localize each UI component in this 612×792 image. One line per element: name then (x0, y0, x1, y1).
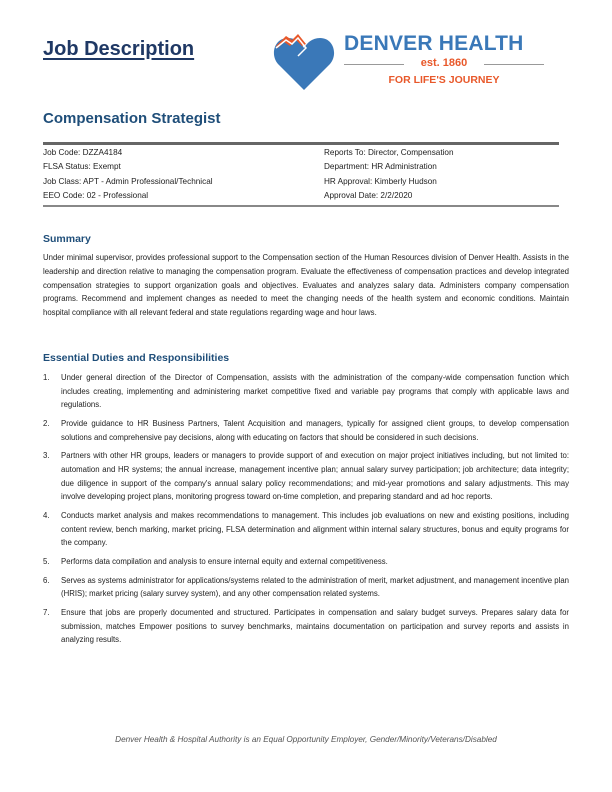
eeo-code: EEO Code: 02 - Professional (43, 190, 149, 200)
item-text: Provide guidance to HR Business Partners, Talent Acquisition and managers, typically for assigned client groups, to develop compensation solutions and comprehensive pay decisions, along with educating on factors that should be considered in such decisions. (61, 418, 569, 442)
item-text: Serves as systems administrator for applications/systems related to the administration of merit, market adjustment, and management incentive plan (HRIS); market pricing (salary survey system), and any other compensation related systems. (61, 575, 569, 599)
list-item (43, 606, 569, 647)
list-item (43, 509, 569, 550)
job-title: Compensation Strategist (43, 110, 221, 127)
flsa-status: FLSA Status: Exempt (43, 162, 121, 172)
job-class: Job Class: APT - Admin Professional/Technical (43, 176, 213, 186)
item-number: 3. (43, 451, 50, 461)
info-left (43, 146, 213, 203)
logo-tagline: FOR LIFE'S JOURNEY (388, 74, 500, 86)
list-item (43, 371, 569, 412)
info-right (324, 146, 454, 203)
item-text: Performs data compilation and analysis to ensure internal equity and external competitiveness. (61, 556, 388, 566)
list-item (43, 574, 569, 601)
list-item (43, 417, 569, 444)
document-title: Job Description (43, 38, 195, 60)
item-number: 6. (43, 575, 50, 585)
heart-mountain-icon (272, 30, 336, 92)
item-text: Partners with other HR groups, leaders or managers to provide support of and execution on major project initiatives including, but not limited to: automation and HR systems; the annual increase, management incentive plan; annual salary survey participation; job architecture; data integrity; due diligence in support of the company's annual salary policy recommendations; and mid-year promotions and salary adjustments. This may involve developing project plans, monitoring progress toward on-time completion, and preparing standard and ad hoc reports. (61, 451, 569, 502)
item-number: 4. (43, 510, 50, 520)
duties-heading: Essential Duties and Responsibilities (43, 352, 230, 364)
summary-text: Under minimal supervisor, provides professional support to the Compensation section of the Human Resources division of Denver Health. Assists in the leadership and direction relative to managing the compensation program. Evaluate the effectiveness of compensation practices and develop integrated compensation strategies to support organization goals and objectives. Evaluates and analyzes salary data. Administers company compensation programs. Recommend and implement changes as needed to meet the changing needs of the health system and economic conditions. Maintain hospital compliance with all relevant federal and state regulations regarding wage and hour laws. (43, 253, 569, 318)
item-text: Under general direction of the Director of Compensation, assists with the administration of the company-wide compensation function which includes creating, implementing and administering market competitive fixed and variable pay programs that comply with applicable laws and regulations. (61, 373, 569, 410)
footer-eeo-statement: Denver Health & Hospital Authority is an Equal Opportunity Employer, Gender/Minority/Veterans/Disabled (115, 735, 497, 744)
divider (43, 142, 559, 145)
denver-health-logo (272, 30, 562, 92)
logo-est: est. 1860 (344, 57, 544, 69)
item-number: 5. (43, 556, 50, 566)
divider (43, 205, 559, 207)
list-item (43, 449, 569, 503)
item-text: Conducts market analysis and makes recommendations to management. This includes job evaluations on new and existing positions, including content review, bench marking, market pricing, FLSA determination and alignment within internal salary structures, bonus and equity programs for the company. (61, 510, 569, 548)
list-item (43, 555, 569, 569)
hr-approval: HR Approval: Kimberly Hudson (324, 176, 437, 186)
job-code: Job Code: DZZA4184 (43, 148, 123, 157)
item-number: 2. (43, 418, 50, 428)
reports-to: Reports To: Director, Compensation (324, 148, 454, 157)
item-number: 7. (43, 608, 50, 618)
approval-date: Approval Date: 2/2/2020 (324, 190, 413, 200)
item-text: Ensure that jobs are properly documented and structured. Participates in compensation and salary budget surveys. Prepares salary data for submission, matches Empower positions to survey benchmarks, maintains documentation on participation and survey reports and assists in analyzing results. (61, 608, 569, 645)
logo-name: DENVER HEALTH (344, 32, 524, 55)
summary-heading: Summary (43, 233, 91, 245)
duties-list (43, 371, 569, 652)
item-number: 1. (43, 373, 50, 382)
department: Department: HR Administration (324, 162, 437, 172)
